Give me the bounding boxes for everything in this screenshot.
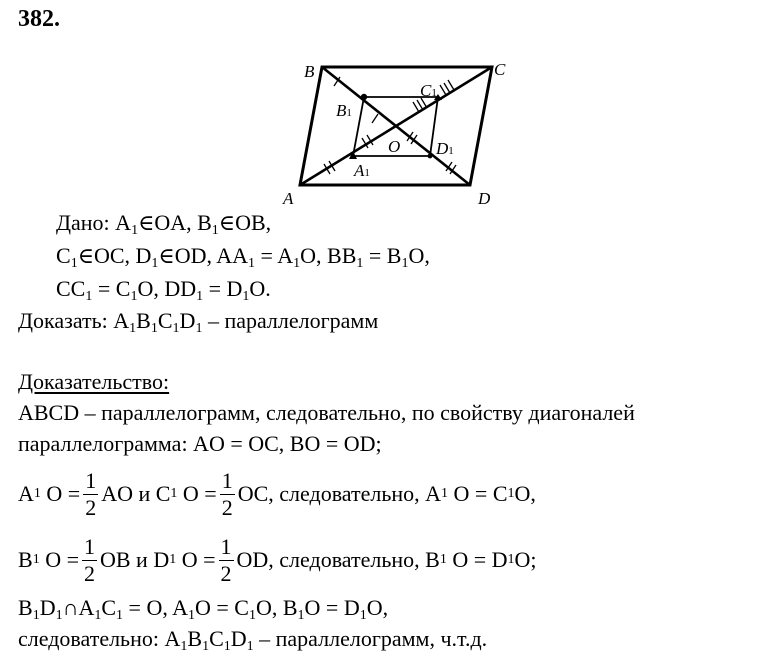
geometry-figure xyxy=(280,50,520,210)
proof-line-5: $B_1D_1\cap A_1C_1 = O$, $A_1O = C_1O$, $B_1O = D_1O$, xyxy=(18,595,389,623)
point-b1-marker xyxy=(361,94,367,100)
label-a1: A1 xyxy=(354,161,370,180)
label-d1: D1 xyxy=(436,139,454,158)
fraction-half: $\frac{1}{2}$ xyxy=(221,467,233,520)
proof-formula-2: B 1 O = $\frac{1}{2}$ OB и D 1 O = $\frac{1}{2}$ OD, следовательно, B 1 O = D 1 O; xyxy=(18,533,537,586)
given-line-3: $CC_1 = C_1O$, $DD_1 = D_1O$. xyxy=(56,276,271,304)
label-a: A xyxy=(283,189,294,208)
fraction-half: $\frac{1}{2}$ xyxy=(85,467,97,520)
fraction-half: $\frac{1}{2}$ xyxy=(83,533,95,586)
label-d: D xyxy=(478,189,491,208)
proof-heading: Доказательство: xyxy=(18,369,170,394)
label-c1: C1 xyxy=(420,81,437,100)
point-d1-marker xyxy=(428,154,433,159)
given-line-2: $C_1\in OC$, $D_1\in OD$, $AA_1 = A_1O$, $BB_1 = B_1O$, xyxy=(56,243,430,271)
prove-label: Доказать: xyxy=(18,308,108,333)
label-c: C xyxy=(494,60,506,79)
fraction-half: $\frac{1}{2}$ xyxy=(220,533,232,586)
label-b: B xyxy=(304,62,315,81)
proof-formula-1: A 1 O = $\frac{1}{2}$ AO и C 1 O = $\frac{1}{2}$ OC, следовательно, A 1 O = C 1 O, xyxy=(18,467,536,520)
problem-number: 382. xyxy=(18,6,60,32)
prove-line: Доказать: $A_1B_1C_1D_1$ – параллелограмм xyxy=(18,308,379,336)
given-label: Дано: xyxy=(56,210,110,235)
proof-line-6: следовательно: $A_1B_1C_1D_1$ – параллелограмм, ч.т.д. xyxy=(18,626,488,654)
proof-line-1: ABCD – параллелограмм, следовательно, по свойству диагоналей xyxy=(18,400,635,425)
label-b1: B1 xyxy=(336,101,352,120)
proof-line-2: параллелограмма: AO = OC, BO = OD; xyxy=(18,431,382,456)
given-line-1: Дано: $A_1\in OA$, $B_1\in OB$, xyxy=(56,210,272,238)
label-o: O xyxy=(388,137,401,156)
